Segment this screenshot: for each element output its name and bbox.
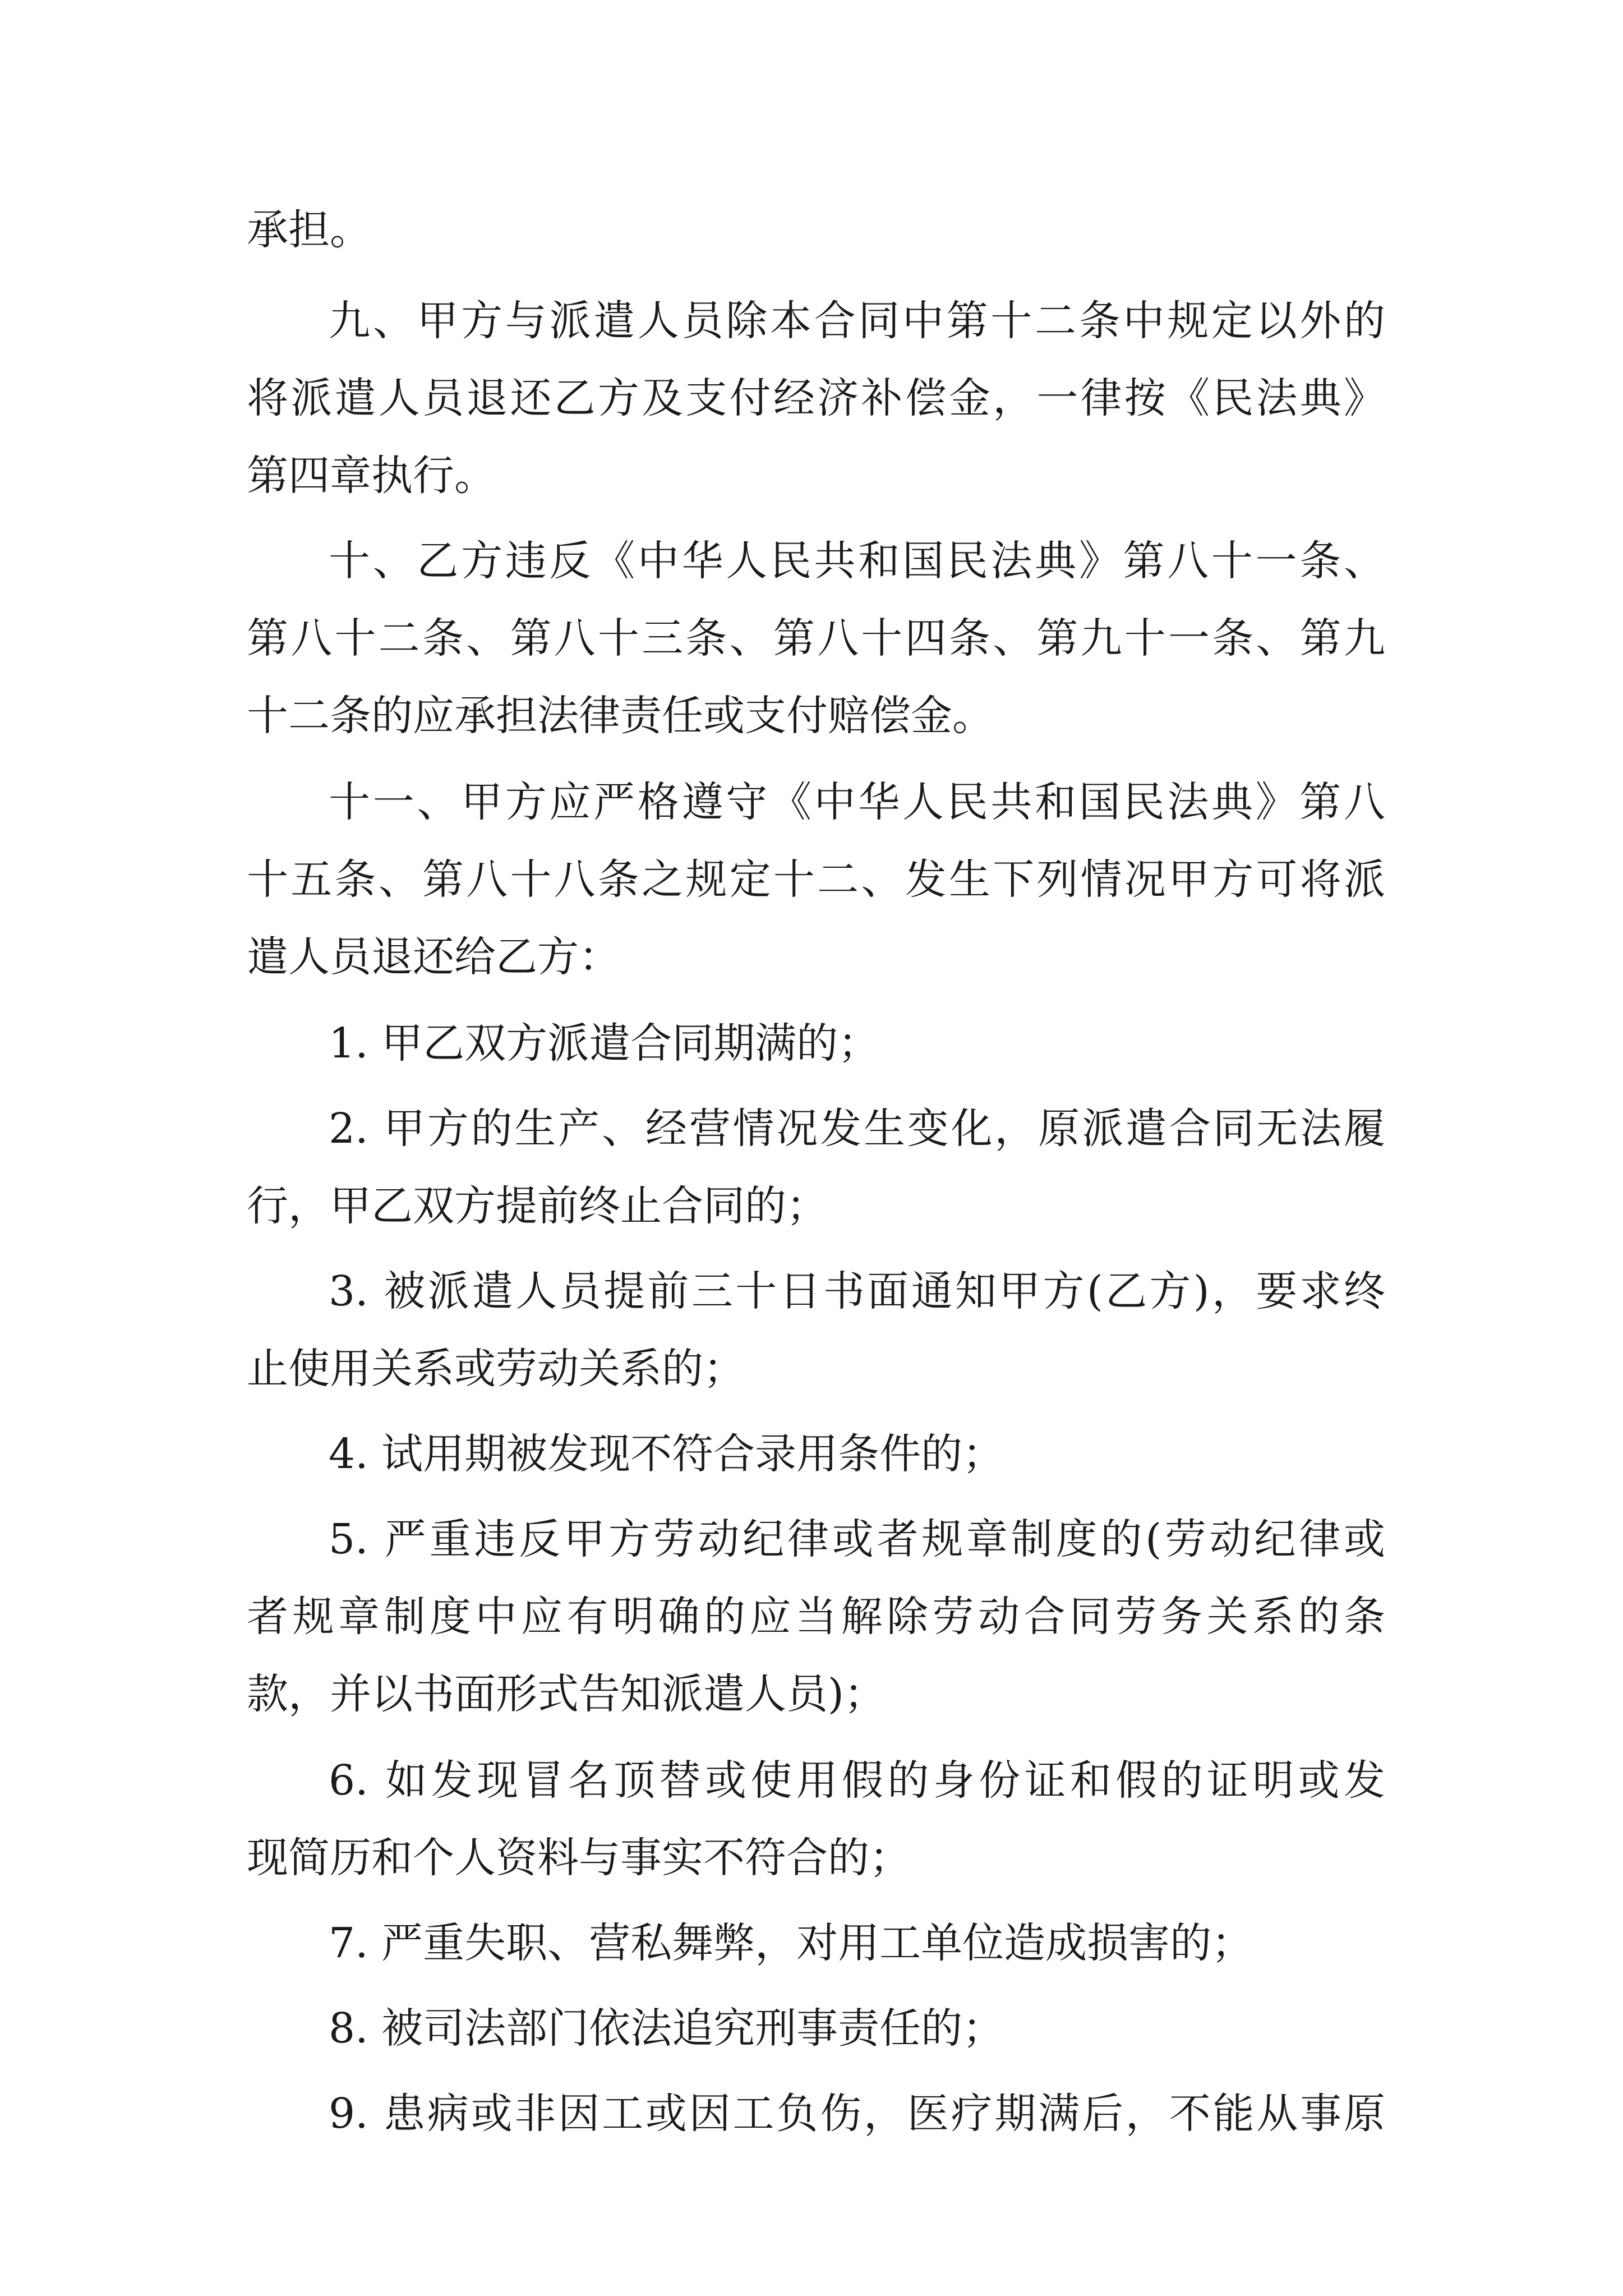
paragraph-9-line-1: 九、甲方与派遣人员除本合同中第十二条中规定以外的 bbox=[329, 297, 1385, 345]
list-item-3-line-2: 止使用关系或劳动关系的； bbox=[247, 1345, 745, 1393]
paragraph-10-line-2: 第八十二条、第八十三条、第八十四条、第九十一条、第九 bbox=[247, 614, 1385, 662]
list-item-9-line-1: 9. 患病或非因工或因工负伤，医疗期满后，不能从事原 bbox=[329, 2090, 1385, 2138]
list-item-2-line-1: 2. 甲方的生产、经营情况发生变化，原派遣合同无法履 bbox=[329, 1105, 1385, 1153]
list-item-5-line-1: 5. 严重违反甲方劳动纪律或者规章制度的(劳动纪律或 bbox=[329, 1515, 1385, 1563]
list-item-6-line-1: 6. 如发现冒名顶替或使用假的身份证和假的证明或发 bbox=[329, 1756, 1385, 1805]
paragraph-9-line-3: 第四章执行。 bbox=[247, 452, 496, 500]
list-item-2-line-2: 行，甲乙双方提前终止合同的； bbox=[247, 1182, 828, 1230]
paragraph-9-line-2: 将派遣人员退还乙方及支付经济补偿金，一律按《民法典》 bbox=[247, 374, 1385, 422]
paragraph-11-line-1: 十一、甲方应严格遵守《中华人民共和国民法典》第八 bbox=[329, 778, 1385, 826]
list-item-5-line-2: 者规章制度中应有明确的应当解除劳动合同劳务关系的条 bbox=[247, 1593, 1385, 1641]
paragraph-10-line-1: 十、乙方违反《中华人民共和国民法典》第八十一条、 bbox=[329, 537, 1385, 585]
paragraph-11-line-3: 遣人员退还给乙方： bbox=[247, 933, 620, 981]
paragraph-11-line-2: 十五条、第八十八条之规定十二、发生下列情况甲方可将派 bbox=[247, 855, 1385, 904]
list-item-8: 8. 被司法部门依法追究刑事责任的； bbox=[329, 2004, 1004, 2053]
list-item-1: 1. 甲乙双方派遣合同期满的； bbox=[329, 1019, 880, 1068]
list-item-5-line-3: 款，并以书面形式告知派遣人员)； bbox=[247, 1670, 886, 1718]
list-item-7: 7. 严重失职、营私舞弊，对用工单位造成损害的； bbox=[329, 1919, 1253, 1967]
list-item-4: 4. 试用期被发现不符合录用条件的； bbox=[329, 1430, 1004, 1478]
paragraph-10-line-3: 十二条的应承担法律责任或支付赔偿金。 bbox=[247, 692, 994, 740]
list-item-6-line-2: 现简历和个人资料与事实不符合的； bbox=[247, 1834, 911, 1882]
text-line: 承担。 bbox=[247, 206, 371, 254]
list-item-3-line-1: 3. 被派遣人员提前三十日书面通知甲方(乙方)，要求终 bbox=[329, 1267, 1385, 1315]
